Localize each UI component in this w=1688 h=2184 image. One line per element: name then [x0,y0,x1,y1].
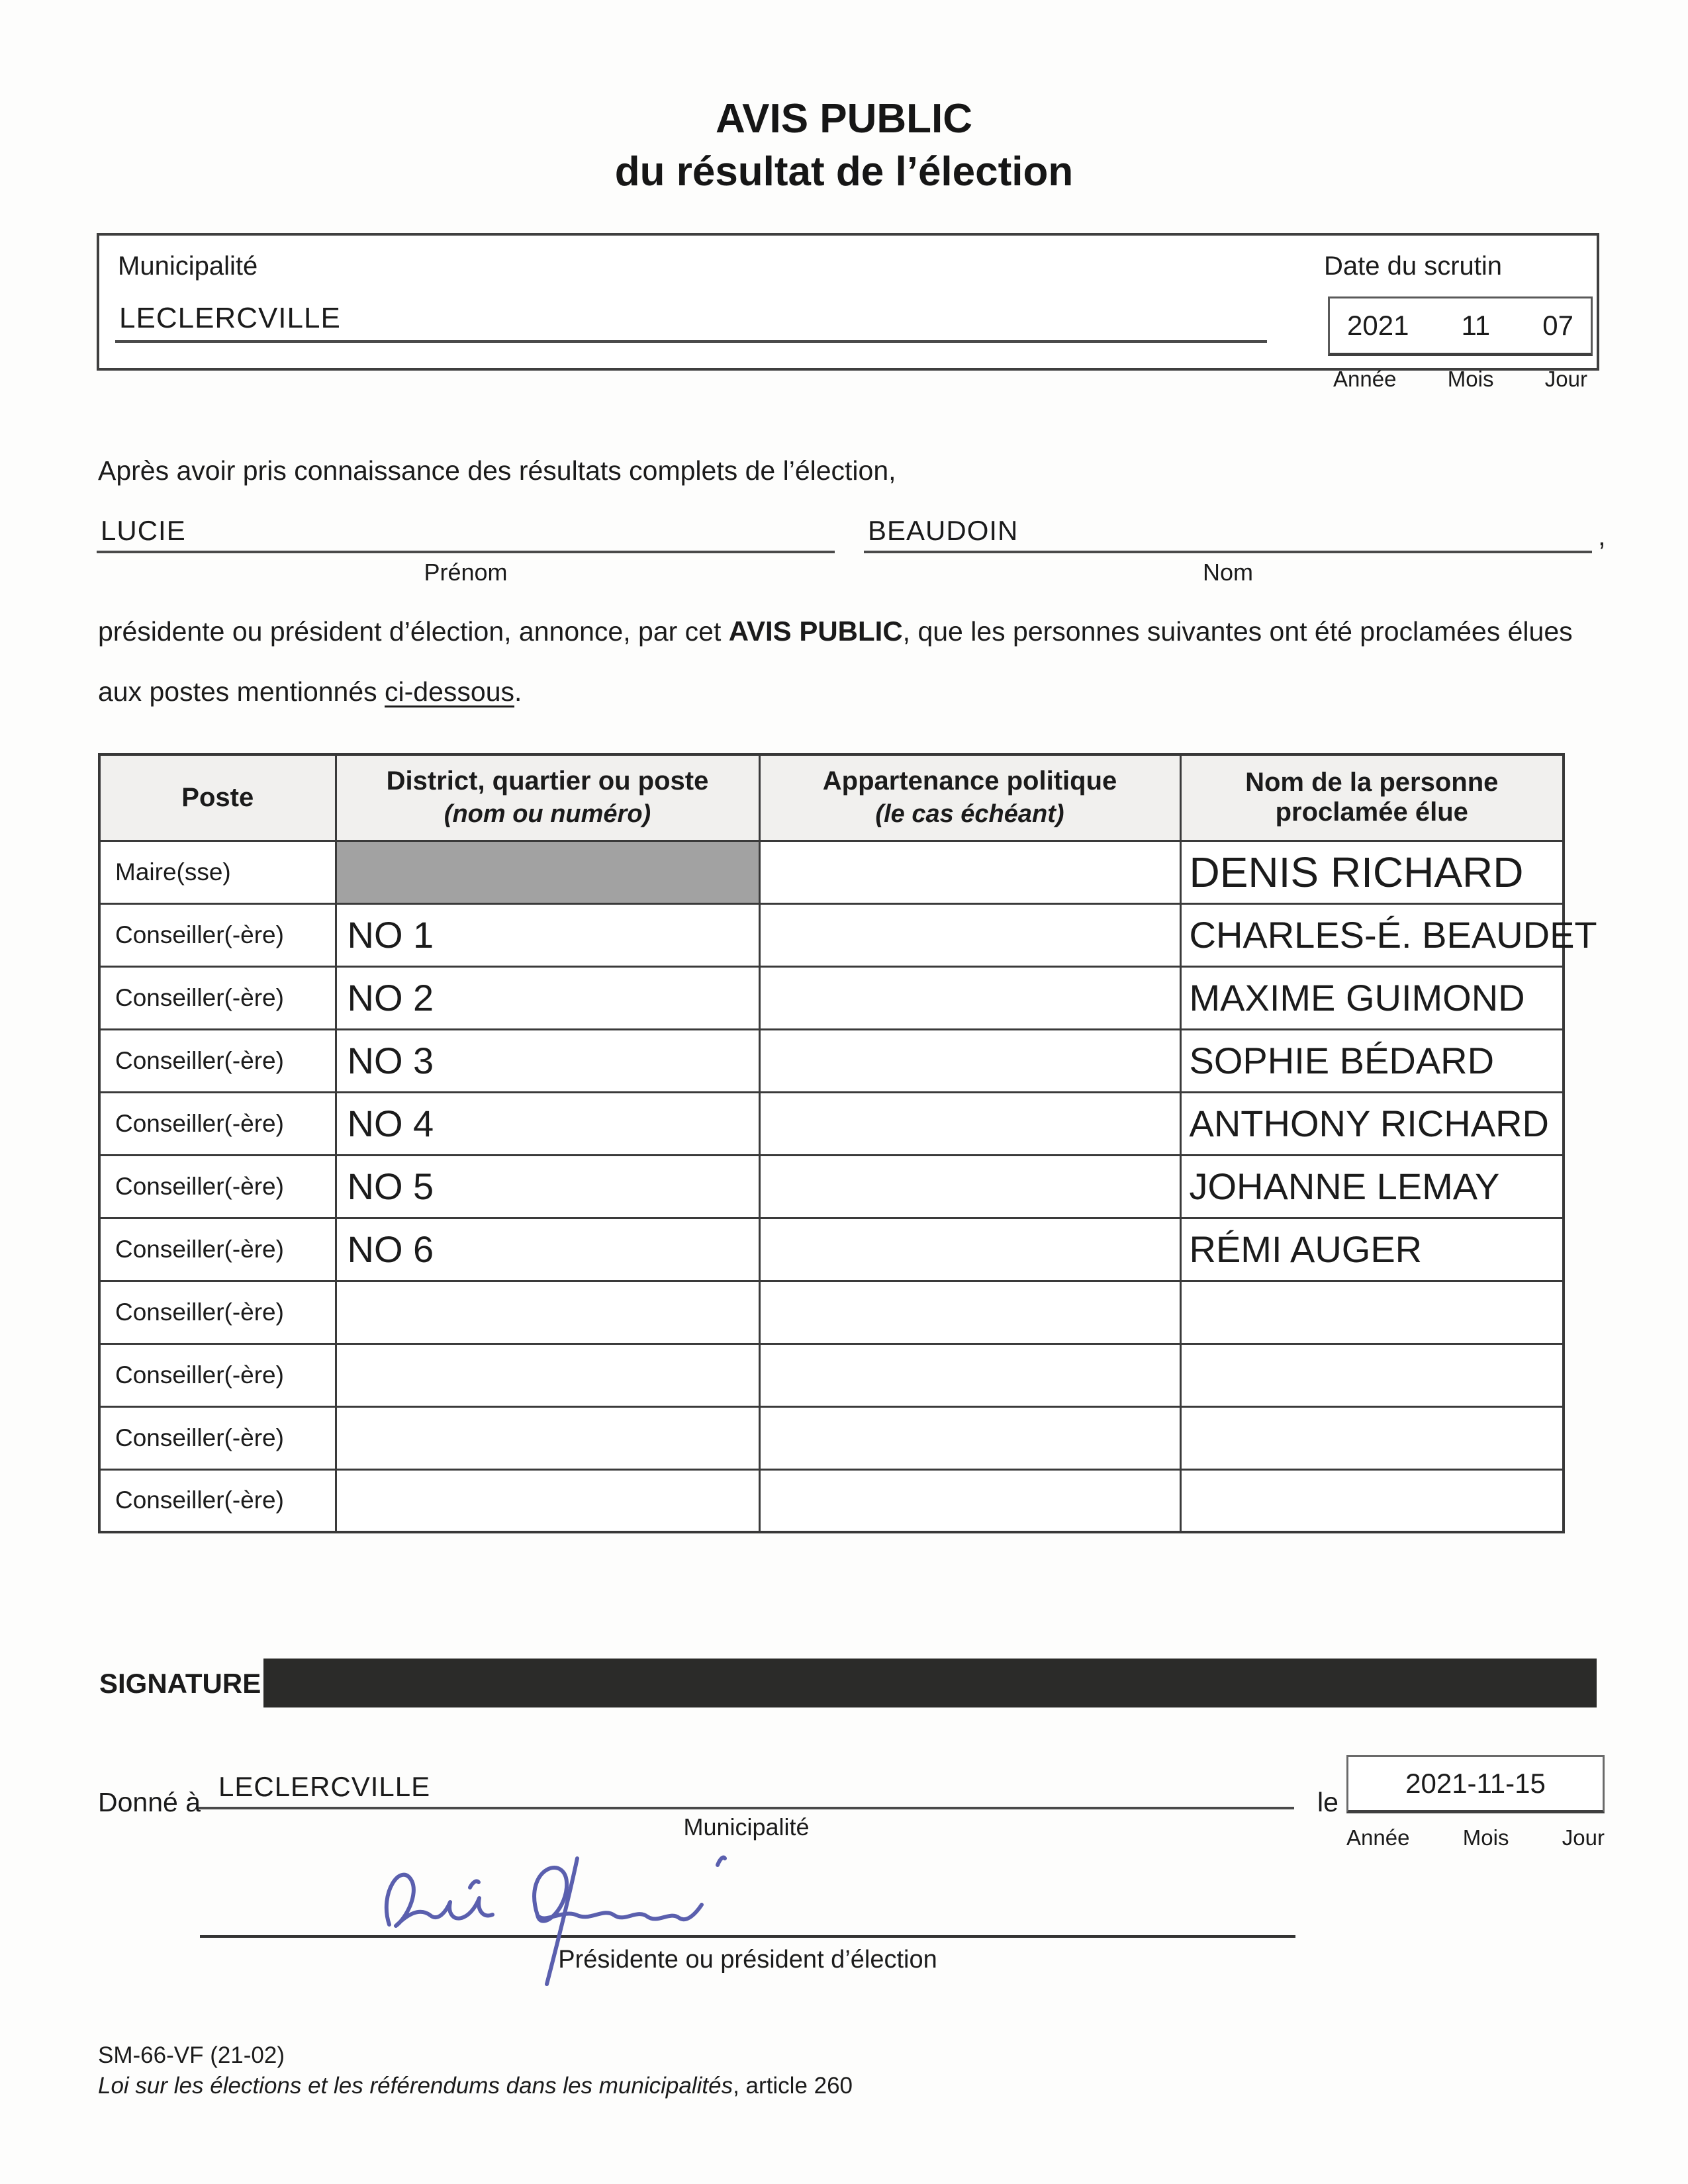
day-label: Jour [1562,1825,1605,1850]
year-label: Année [1333,367,1397,391]
first-name-label: Prénom [424,559,508,586]
header-poste: Poste [99,754,336,841]
poste-cell: Conseiller(-ère) [99,1406,336,1469]
given-municipality-label: Municipalité [683,1813,810,1841]
table-row [99,1155,1564,1218]
last-name-field [864,511,1592,586]
president-signature-line [200,1911,1295,1938]
trailing-comma: , [1598,520,1606,551]
table-row [99,841,1564,903]
signature-label: SIGNATURE [99,1668,261,1699]
scrutin-date-field-labels [1328,367,1593,392]
party-cell [759,1281,1180,1343]
district-cell: NO 3 [336,1029,759,1092]
poste-cell: Conseiller(-ère) [99,966,336,1029]
table-row [99,1281,1564,1343]
announcement-text-after: , que les personnes suivantes ont été proclamées élues [902,616,1573,647]
elected-name-cell [1180,1406,1564,1469]
table-row [99,966,1564,1029]
scrutin-month-value: 11 [1461,310,1491,341]
title-line2: du résultat de l’élection [614,149,1074,195]
municipality-label: Municipalité [118,251,258,281]
scrutin-date-label: Date du scrutin [1324,251,1503,281]
table-header-row [99,754,1564,841]
elected-name-cell [1180,1343,1564,1406]
header-party-title: Appartenance politique [822,766,1117,796]
municipality-field-line [115,340,1267,343]
elected-name-cell [1180,1281,1564,1343]
le-label: le [1317,1787,1338,1817]
party-cell [759,966,1180,1029]
elected-name-cell: RÉMI AUGER [1180,1218,1564,1281]
announcement-text-before: présidente ou président d’élection, annonce, par cet [98,616,729,647]
scrutin-date-box [1328,296,1593,356]
given-municipality-value: LECLERCVILLE [199,1762,1294,1809]
given-date-box [1346,1755,1605,1813]
elected-name-cell: MAXIME GUIMOND [1180,966,1564,1029]
handwritten-signature [371,1824,741,1996]
opening-sentence: Après avoir pris connaissance des résultats complets de l’élection, [98,455,896,486]
party-cell [759,1343,1180,1406]
elected-name-cell: DENIS RICHARD [1180,841,1564,903]
district-cell [336,1281,759,1343]
elected-name-cell: SOPHIE BÉDARD [1180,1029,1564,1092]
announcement-line1 [98,615,1634,647]
party-cell [759,1092,1180,1155]
poste-cell: Conseiller(-ère) [99,1343,336,1406]
document-title [0,93,1688,199]
first-name-field [97,511,835,586]
district-cell [336,1343,759,1406]
day-label: Jour [1544,367,1587,391]
given-at-label: Donné à [98,1787,201,1817]
given-date-field-labels [1346,1825,1605,1850]
table-row [99,1218,1564,1281]
header-district-subtitle: (nom ou numéro) [444,800,651,829]
table-row [99,1469,1564,1532]
law-title: Loi sur les élections et les référendums dans les municipalités [98,2073,733,2099]
last-name-label: Nom [1202,559,1253,586]
party-cell [759,841,1180,903]
announcement-line2 [98,676,522,707]
district-cell [336,1469,759,1532]
poste-cell: Conseiller(-ère) [99,903,336,966]
title-line1: AVIS PUBLIC [715,96,973,142]
elected-name-cell: CHARLES-É. BEAUDET [1180,903,1564,966]
header-elected-name [1180,754,1564,841]
poste-cell: Maire(sse) [99,841,336,903]
municipality-box [97,233,1599,391]
first-name-value: LUCIE [97,511,835,553]
law-article: , article 260 [733,2073,853,2099]
results-table [98,753,1597,1533]
poste-cell: Conseiller(-ère) [99,1029,336,1092]
poste-cell: Conseiller(-ère) [99,1218,336,1281]
district-cell-shaded [336,841,759,903]
party-cell [759,1029,1180,1092]
announcement-line2-before: aux postes mentionnés [98,676,385,707]
given-date-value: 2021-11-15 [1405,1768,1546,1799]
header-elected-name-line2: proclamée élue [1275,797,1468,827]
district-cell: NO 4 [336,1092,759,1155]
signature-redaction-bar [263,1659,1597,1707]
poste-cell: Conseiller(-ère) [99,1281,336,1343]
table-row [99,1029,1564,1092]
district-cell [336,1406,759,1469]
header-district [336,754,759,841]
poste-cell: Conseiller(-ère) [99,1092,336,1155]
party-cell [759,1469,1180,1532]
header-party [759,754,1180,841]
poste-cell: Conseiller(-ère) [99,1155,336,1218]
month-label: Mois [1447,367,1494,391]
scrutin-day-value: 07 [1542,310,1573,341]
municipality-value: LECLERCVILLE [119,302,341,334]
header-elected-name-line1: Nom de la personne [1245,768,1499,797]
table-row [99,903,1564,966]
given-municipality-field [199,1762,1294,1841]
year-label: Année [1346,1825,1410,1850]
table-row [99,1092,1564,1155]
scrutin-year-value: 2021 [1347,310,1409,341]
district-cell: NO 5 [336,1155,759,1218]
elected-name-cell: JOHANNE LEMAY [1180,1155,1564,1218]
table-row [99,1343,1564,1406]
party-cell [759,903,1180,966]
elected-name-cell: ANTHONY RICHARD [1180,1092,1564,1155]
announcement-line2-after: . [514,676,522,707]
president-role-label: Présidente ou président d’élection [558,1946,937,1974]
law-reference [98,2073,853,2099]
district-cell: NO 2 [336,966,759,1029]
last-name-value: BEAUDOIN [864,511,1592,553]
table-row [99,1406,1564,1469]
header-district-title: District, quartier ou poste [386,766,709,796]
elected-name-cell [1180,1469,1564,1532]
party-cell [759,1406,1180,1469]
header-party-subtitle: (le cas échéant) [875,800,1064,829]
form-code: SM-66-VF (21-02) [98,2042,285,2068]
district-cell: NO 6 [336,1218,759,1281]
party-cell [759,1218,1180,1281]
party-cell [759,1155,1180,1218]
month-label: Mois [1462,1825,1509,1850]
announcement-line2-underlined: ci-dessous [385,676,515,707]
poste-cell: Conseiller(-ère) [99,1469,336,1532]
district-cell: NO 1 [336,903,759,966]
announcement-bold: AVIS PUBLIC [728,615,903,647]
